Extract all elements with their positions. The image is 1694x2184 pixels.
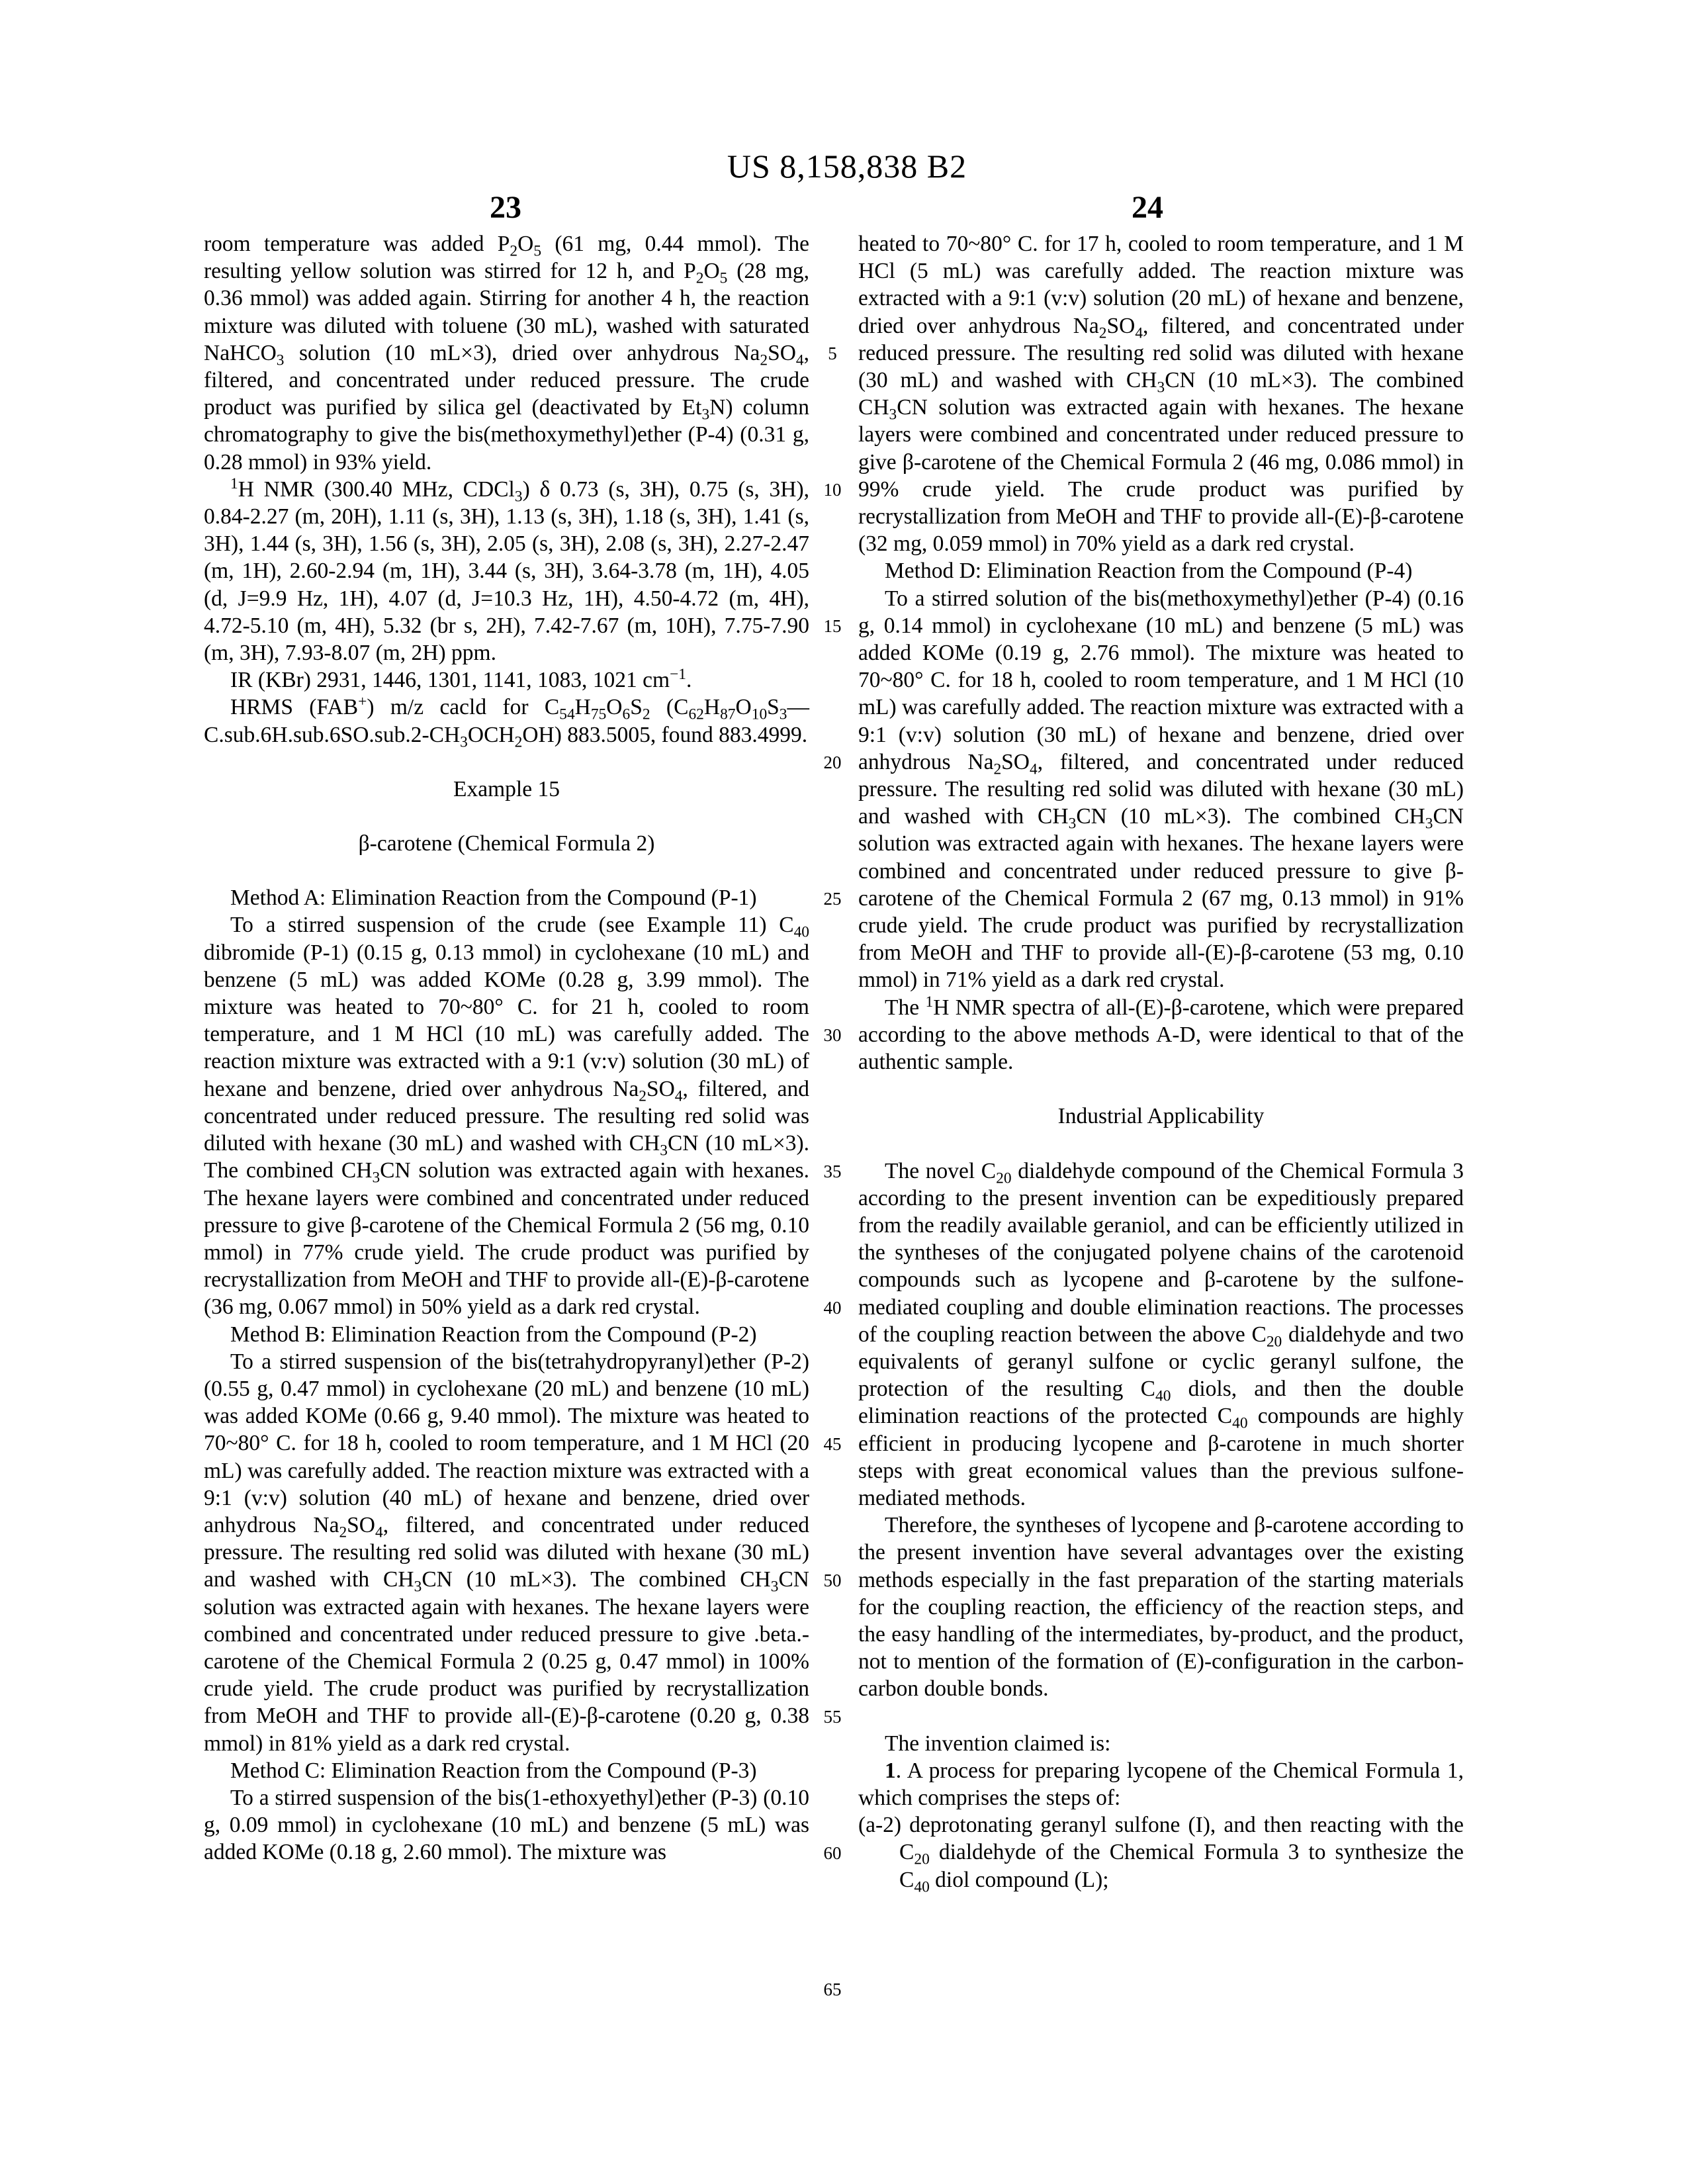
paragraph: (a-2) deprotonating geranyl sulfone (I), and then reacting with the C20 dialdehyde of the Chemical Formula 3 to synthesize the C40 diol compound (L);	[858, 1811, 1464, 1893]
paragraph: The novel C20 dialdehyde compound of the Chemical Formula 3 according to the present invention can be expeditiously prepared from the readily available geraniol, and can be efficiently utilized in the syntheses of the conjugated polyene chains of the carotenoid compounds such as lycopene and β-carotene by the sulfone-mediated coupling and double elimination reactions. The processes of the coupling reaction between the above C20 dialdehyde and two equivalents of geranyl sulfone or cyclic geranyl sulfone, the protection of the resulting C40 diols, and then the double elimination reactions of the protected C40 compounds are highly efficient in producing lycopene and β-carotene in much shorter steps with great economical values than the previous sulfone-mediated methods.	[858, 1158, 1464, 1512]
section-heading: Example 15	[204, 776, 809, 803]
line-number: 10	[819, 480, 846, 500]
left-text-column	[204, 230, 809, 1866]
paragraph: IR (KBr) 2931, 1446, 1301, 1141, 1083, 1021 cm−1.	[204, 666, 809, 694]
page-number-left: 23	[490, 189, 521, 226]
paragraph: 1H NMR (300.40 MHz, CDCl3) δ 0.73 (s, 3H), 0.75 (s, 3H), 0.84-2.27 (m, 20H), 1.11 (s, 3H), 1.13 (s, 3H), 1.18 (s, 3H), 1.41 (s, 3H), 1.44 (s, 3H), 1.56 (s, 3H), 2.05 (s, 3H), 2.08 (s, 3H), 2.27-2.47 (m, 1H), 2.60-2.94 (m, 1H), 3.44 (s, 3H), 3.64-3.78 (m, 1H), 4.05 (d, J=9.9 Hz, 1H), 4.07 (d, J=10.3 Hz, 1H), 4.50-4.72 (m, 4H), 4.72-5.10 (m, 4H), 5.32 (br s, 2H), 7.42-7.67 (m, 10H), 7.75-7.90 (m, 3H), 7.93-8.07 (m, 2H) ppm.	[204, 476, 809, 666]
paragraph: To a stirred suspension of the bis(tetrahydropyranyl)ether (P-2) (0.55 g, 0.47 mmol) in cyclohexane (20 mL) and benzene (10 mL) was added KOMe (0.66 g, 9.40 mmol). The mixture was heated to 70~80° C. for 18 h, cooled to room temperature, and 1 M HCl (20 mL) was carefully added. The reaction mixture was extracted with a 9:1 (v:v) solution (40 mL) of hexane and benzene, dried over anhydrous Na2SO4, filtered, and concentrated under reduced pressure. The resulting red solid was diluted with hexane (30 mL) and washed with CH3CN (10 mL×3). The combined CH3CN solution was extracted again with hexanes. The hexane layers were combined and concentrated under reduced pressure to give .beta.-carotene of the Chemical Formula 2 (0.25 g, 0.47 mmol) in 100% crude yield. The crude product was purified by recrystallization from MeOH and THF to provide all-(E)-β-carotene (0.20 g, 0.38 mmol) in 81% yield as a dark red crystal.	[204, 1348, 809, 1757]
paragraph: Method D: Elimination Reaction from the Compound (P-4)	[858, 557, 1464, 584]
patent-number: US 8,158,838 B2	[0, 147, 1694, 185]
paragraph: To a stirred solution of the bis(methoxymethyl)ether (P-4) (0.16 g, 0.14 mmol) in cyclohexane (10 mL) and benzene (5 mL) was added KOMe (0.19 g, 2.76 mmol). The mixture was heated to 70~80° C. for 18 h, cooled to room temperature, and 1 M HCl (10 mL) was carefully added. The reaction mixture was extracted with a 9:1 (v:v) solution (30 mL) of hexane and benzene, dried over anhydrous Na2SO4, filtered, and concentrated under reduced pressure. The resulting red solid was diluted with hexane (30 mL) and washed with CH3CN (10 mL×3). The combined CH3CN solution was extracted again with hexanes. The hexane layers were combined and concentrated under reduced pressure to give β-carotene of the Chemical Formula 2 (67 mg, 0.13 mmol) in 91% crude yield. The crude product was purified by recrystallization from MeOH and THF to provide all-(E)-β-carotene (53 mg, 0.10 mmol) in 71% yield as a dark red crystal.	[858, 585, 1464, 994]
section-heading: Industrial Applicability	[858, 1103, 1464, 1130]
line-number: 25	[819, 889, 846, 909]
right-text-column	[858, 230, 1464, 1893]
line-number: 20	[819, 752, 846, 773]
paragraph: 1. A process for preparing lycopene of the Chemical Formula 1, which comprises the steps of:	[858, 1757, 1464, 1811]
line-number: 65	[819, 1979, 846, 2000]
page-number-right: 24	[1132, 189, 1163, 226]
paragraph: Therefore, the syntheses of lycopene and β-carotene according to the present invention have several advantages over the existing methods especially in the fast preparation of the starting materials for the coupling reaction, the efficiency of the reaction steps, and the easy handling of the intermediates, by-product, and the product, not to mention of the formation of (E)-configuration in the carbon-carbon double bonds.	[858, 1512, 1464, 1702]
line-number: 55	[819, 1707, 846, 1727]
line-number: 60	[819, 1843, 846, 1864]
line-number: 40	[819, 1298, 846, 1318]
section-heading: β-carotene (Chemical Formula 2)	[204, 830, 809, 857]
paragraph: The 1H NMR spectra of all-(E)-β-carotene, which were prepared according to the above methods A-D, were identical to that of the authentic sample.	[858, 994, 1464, 1076]
line-number: 45	[819, 1434, 846, 1455]
paragraph: The invention claimed is:	[858, 1730, 1464, 1757]
paragraph: To a stirred suspension of the crude (see Example 11) C40 dibromide (P-1) (0.15 g, 0.13 mmol) in cyclohexane (10 mL) and benzene (5 mL) was added KOMe (0.28 g, 3.99 mmol). The mixture was heated to 70~80° C. for 21 h, cooled to room temperature, and 1 M HCl (10 mL) was carefully added. The reaction mixture was extracted with a 9:1 (v:v) solution (30 mL) of hexane and benzene, dried over anhydrous Na2SO4, filtered, and concentrated under reduced pressure. The resulting red solid was diluted with hexane (30 mL) and washed with CH3CN (10 mL×3). The combined CH3CN solution was extracted again with hexanes. The hexane layers were combined and concentrated under reduced pressure to give β-carotene of the Chemical Formula 2 (56 mg, 0.10 mmol) in 77% crude yield. The crude product was purified by recrystallization from MeOH and THF to provide all-(E)-β-carotene (36 mg, 0.067 mmol) in 50% yield as a dark red crystal.	[204, 911, 809, 1320]
paragraph: Method B: Elimination Reaction from the Compound (P-2)	[204, 1321, 809, 1348]
paragraph: To a stirred suspension of the bis(1-ethoxyethyl)ether (P-3) (0.10 g, 0.09 mmol) in cyclohexane (10 mL) and benzene (5 mL) was added KOMe (0.18 g, 2.60 mmol). The mixture was	[204, 1784, 809, 1866]
paragraph: HRMS (FAB+) m/z cacld for C54H75O6S2 (C62H87O10S3—C.sub.6H.sub.6SO.sub.2-CH3OCH2OH) 883.5005, found 883.4999.	[204, 694, 809, 748]
paragraph: heated to 70~80° C. for 17 h, cooled to room temperature, and 1 M HCl (5 mL) was carefully added. The reaction mixture was extracted with a 9:1 (v:v) solution (20 mL) of hexane and benzene, dried over anhydrous Na2SO4, filtered, and concentrated under reduced pressure. The resulting red solid was diluted with hexane (30 mL) and washed with CH3CN (10 mL×3). The combined CH3CN solution was extracted again with hexanes. The hexane layers were combined and concentrated under reduced pressure to give β-carotene of the Chemical Formula 2 (46 mg, 0.086 mmol) in 99% crude yield. The crude product was purified by recrystallization from MeOH and THF to provide all-(E)-β-carotene (32 mg, 0.059 mmol) in 70% yield as a dark red crystal.	[858, 230, 1464, 557]
line-number: 35	[819, 1161, 846, 1182]
line-number: 30	[819, 1025, 846, 1046]
paragraph: room temperature was added P2O5 (61 mg, 0.44 mmol). The resulting yellow solution was stirred for 12 h, and P2O5 (28 mg, 0.36 mmol) was added again. Stirring for another 4 h, the reaction mixture was diluted with toluene (30 mL), washed with saturated NaHCO3 solution (10 mL×3), dried over anhydrous Na2SO4, filtered, and concentrated under reduced pressure. The crude product was purified by silica gel (deactivated by Et3N) column chromatography to give the bis(methoxymethyl)ether (P-4) (0.31 g, 0.28 mmol) in 93% yield.	[204, 230, 809, 476]
line-number: 50	[819, 1570, 846, 1591]
line-number: 5	[819, 343, 846, 364]
paragraph: Method A: Elimination Reaction from the Compound (P-1)	[204, 884, 809, 911]
line-number: 15	[819, 616, 846, 637]
paragraph: Method C: Elimination Reaction from the Compound (P-3)	[204, 1757, 809, 1784]
